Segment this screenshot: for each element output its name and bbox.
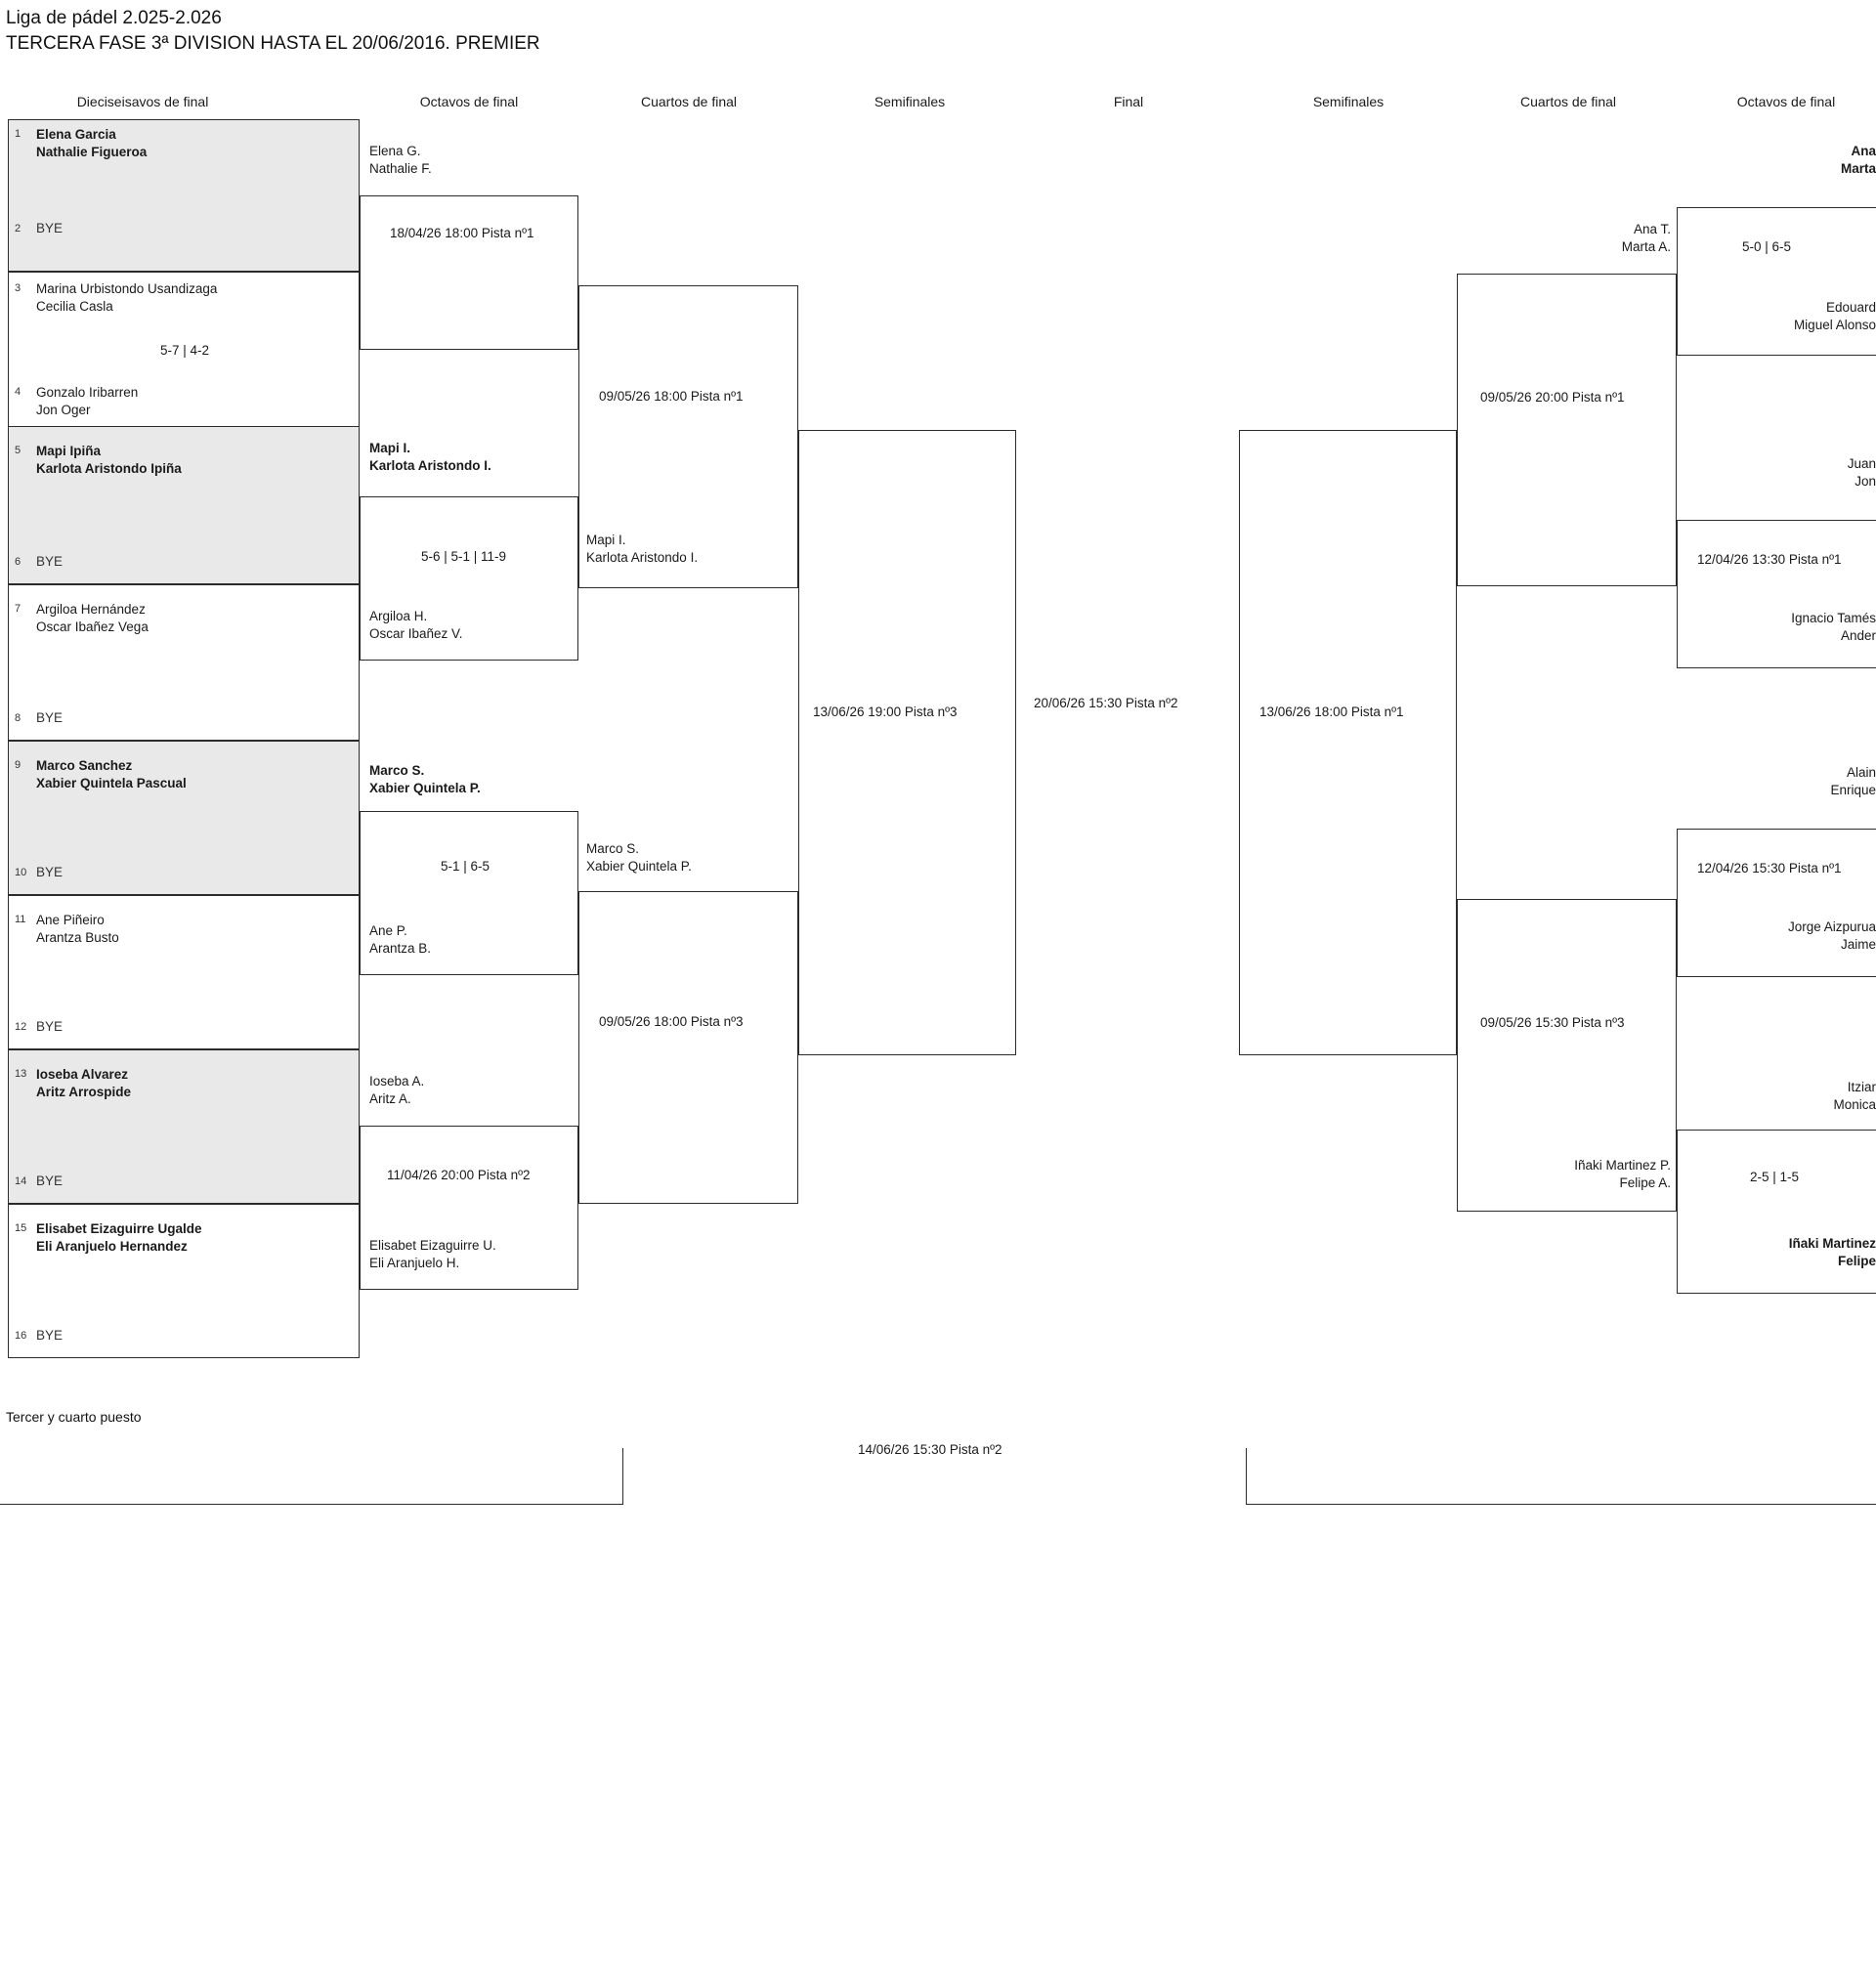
seed-team-line-2: Eli Aranjuelo Hernandez [36, 1239, 188, 1254]
seed-team-line-2: Oscar Ibañez Vega [36, 619, 149, 634]
seed-number: 15 [15, 1222, 27, 1234]
seed-number: 8 [15, 712, 21, 724]
octavos-left-team-5-line-1: Ane P. [369, 923, 407, 938]
octavos-right-team-2-line-1: Edouard [1825, 300, 1876, 315]
octavos-right-team-2-line-2: Miguel Alonso [1793, 318, 1876, 332]
round-header-octavos-left: Octavos de final [419, 94, 519, 109]
match-info: 11/04/26 20:00 Pista nº2 [387, 1168, 531, 1182]
round-header-semifinales-left: Semifinales [874, 94, 946, 109]
seed-team-line-2: Aritz Arrospide [36, 1085, 132, 1099]
match-info: 09/05/26 18:00 Pista nº3 [599, 1014, 744, 1029]
octavos-left-team-4-line-2: Xabier Quintela P. [369, 781, 481, 795]
seed-bye-label: BYE [36, 554, 64, 569]
octavos-right-team-7-line-2: Monica [1833, 1097, 1876, 1112]
seed-team-line-1: Gonzalo Iribarren [36, 385, 139, 400]
seed-number: 2 [15, 223, 21, 235]
octavos-left-team-3-line-2: Oscar Ibañez V. [369, 626, 463, 641]
octavos-left-team-5-line-2: Arantza B. [369, 941, 432, 956]
seed-number: 7 [15, 603, 21, 615]
third-place-bracket-left[interactable] [0, 1448, 623, 1505]
seed-bye-label: BYE [36, 710, 64, 725]
seed-match-score: 5-7 | 4-2 [160, 343, 210, 358]
octavos-right-match-2[interactable] [1677, 520, 1876, 668]
match-score: 5-0 | 6-5 [1742, 239, 1792, 254]
octavos-right-team-8-line-2: Felipe [1837, 1254, 1876, 1268]
seed-pair-1-2[interactable] [8, 119, 360, 272]
seed-number: 4 [15, 386, 21, 398]
match-info: 09/05/26 20:00 Pista nº1 [1480, 390, 1625, 405]
seed-number: 6 [15, 556, 21, 568]
seed-team-line-1: Marina Urbistondo Usandizaga [36, 281, 218, 296]
seed-team-line-1: Ioseba Alvarez [36, 1067, 129, 1082]
match-score: 5-1 | 6-5 [441, 859, 490, 874]
semifinal-right-match[interactable] [1239, 430, 1457, 1055]
octavos-left-match-1[interactable] [360, 195, 578, 350]
seed-team-line-1: Mapi Ipiña [36, 444, 102, 458]
seed-team-line-2: Cecilia Casla [36, 299, 113, 314]
seed-pair-13-14[interactable] [8, 1049, 360, 1204]
seed-bye-label: BYE [36, 221, 64, 235]
seed-number: 14 [15, 1175, 27, 1187]
match-score: 5-6 | 5-1 | 11-9 [421, 549, 507, 564]
seed-team-line-1: Argiloa Hernández [36, 602, 146, 617]
seed-pair-7-8[interactable] [8, 584, 360, 741]
cuartos-left-team-1-line-2: Karlota Aristondo I. [586, 550, 699, 565]
match-score: 2-5 | 1-5 [1750, 1170, 1800, 1184]
octavos-left-team-7-line-2: Eli Aranjuelo H. [369, 1256, 460, 1270]
round-header-dieciseisavos-left: Dieciseisavos de final [76, 94, 209, 109]
round-header-final: Final [1113, 94, 1144, 109]
seed-team-line-2: Nathalie Figueroa [36, 145, 148, 159]
seed-team-line-1: Elisabet Eizaguirre Ugalde [36, 1221, 202, 1236]
cuartos-right-team-1-line-2: Marta A. [1621, 239, 1671, 254]
seed-bye-label: BYE [36, 1174, 64, 1188]
seed-pair-15-16[interactable] [8, 1204, 360, 1358]
seed-team-line-2: Arantza Busto [36, 930, 119, 945]
seed-team-line-2: Xabier Quintela Pascual [36, 776, 187, 790]
match-info: 12/04/26 13:30 Pista nº1 [1697, 552, 1842, 567]
octavos-right-match-3[interactable] [1677, 829, 1876, 977]
seed-number: 12 [15, 1021, 27, 1033]
octavos-right-team-6-line-1: Jorge Aizpurua [1787, 919, 1876, 934]
third-place-label: Tercer y cuarto puesto [6, 1409, 142, 1425]
seed-team-line-1: Marco Sanchez [36, 758, 133, 773]
seed-bye-label: BYE [36, 1328, 64, 1343]
round-header-cuartos-right: Cuartos de final [1519, 94, 1617, 109]
octavos-right-team-5-line-1: Alain [1846, 765, 1876, 780]
match-info: 13/06/26 19:00 Pista nº3 [813, 704, 958, 719]
seed-pair-3-4[interactable] [8, 272, 360, 446]
cuartos-right-team-1-line-1: Ana T. [1633, 222, 1671, 236]
cuartos-left-team-2-line-1: Marco S. [586, 841, 640, 856]
seed-bye-label: BYE [36, 1019, 64, 1034]
third-place-match-info: 14/06/26 15:30 Pista nº2 [858, 1442, 1002, 1457]
seed-pair-5-6[interactable] [8, 426, 360, 584]
octavos-left-team-1-line-2: Nathalie F. [369, 161, 432, 176]
match-info: 18/04/26 18:00 Pista nº1 [390, 226, 534, 240]
octavos-right-team-3-line-1: Juan [1847, 456, 1876, 471]
octavos-right-team-1-line-1: Ana [1851, 144, 1876, 158]
semifinal-left-match[interactable] [798, 430, 1016, 1055]
cuartos-right-team-2-line-1: Iñaki Martinez P. [1574, 1158, 1671, 1173]
octavos-left-team-2-line-1: Mapi I. [369, 441, 411, 455]
final-match-info: 20/06/26 15:30 Pista nº2 [1034, 696, 1178, 710]
seed-pair-11-12[interactable] [8, 895, 360, 1049]
seed-number: 13 [15, 1068, 27, 1080]
seed-number: 10 [15, 867, 27, 878]
title-line-1: Liga de pádel 2.025-2.026 [6, 8, 222, 28]
match-info: 13/06/26 18:00 Pista nº1 [1259, 704, 1404, 719]
match-info: 12/04/26 15:30 Pista nº1 [1697, 861, 1842, 875]
seed-team-line-2: Karlota Aristondo Ipiña [36, 461, 182, 476]
seed-bye-label: BYE [36, 865, 64, 879]
octavos-right-team-4-line-1: Ignacio Tamés [1791, 611, 1876, 625]
seed-team-line-1: Elena Garcia [36, 127, 116, 142]
octavos-left-team-2-line-2: Karlota Aristondo I. [369, 458, 491, 473]
cuartos-right-team-2-line-2: Felipe A. [1619, 1175, 1671, 1190]
seed-team-line-2: Jon Oger [36, 403, 91, 417]
octavos-left-team-6-line-2: Aritz A. [369, 1091, 411, 1106]
octavos-right-team-4-line-2: Ander [1840, 628, 1876, 643]
seed-number: 16 [15, 1330, 27, 1342]
octavos-right-team-3-line-2: Jon [1855, 474, 1876, 489]
seed-number: 11 [15, 914, 26, 925]
octavos-right-team-1-line-2: Marta [1840, 161, 1876, 176]
octavos-left-team-3-line-1: Argiloa H. [369, 609, 428, 623]
octavos-left-team-6-line-1: Ioseba A. [369, 1074, 425, 1089]
cuartos-left-team-2-line-2: Xabier Quintela P. [586, 859, 692, 874]
seed-number: 5 [15, 445, 21, 456]
title-line-2: TERCERA FASE 3ª DIVISION HASTA EL 20/06/2016. PREMIER [6, 33, 540, 54]
octavos-left-team-7-line-1: Elisabet Eizaguirre U. [369, 1238, 496, 1253]
seed-number: 3 [15, 282, 21, 294]
octavos-right-team-5-line-2: Enrique [1830, 783, 1876, 797]
octavos-right-team-8-line-1: Iñaki Martinez [1788, 1236, 1876, 1251]
seed-team-line-1: Ane Piñeiro [36, 913, 105, 927]
octavos-left-team-1-line-1: Elena G. [369, 144, 421, 158]
seed-pair-9-10[interactable] [8, 741, 360, 895]
round-header-cuartos-left: Cuartos de final [640, 94, 738, 109]
cuartos-left-team-1-line-1: Mapi I. [586, 533, 626, 547]
page-title [6, 6, 540, 57]
octavos-left-team-4-line-1: Marco S. [369, 763, 425, 778]
match-info: 09/05/26 15:30 Pista nº3 [1480, 1015, 1625, 1030]
seed-number: 1 [15, 128, 21, 140]
octavos-right-team-7-line-1: Itziar [1847, 1080, 1876, 1094]
round-header-semifinales-right: Semifinales [1312, 94, 1385, 109]
seed-number: 9 [15, 759, 21, 771]
octavos-right-team-6-line-2: Jaime [1840, 937, 1876, 952]
cuartos-left-match-2[interactable] [578, 891, 798, 1204]
match-info: 09/05/26 18:00 Pista nº1 [599, 389, 744, 404]
round-header-octavos-right: Octavos de final [1736, 94, 1836, 109]
third-place-bracket-right[interactable] [1246, 1448, 1876, 1505]
